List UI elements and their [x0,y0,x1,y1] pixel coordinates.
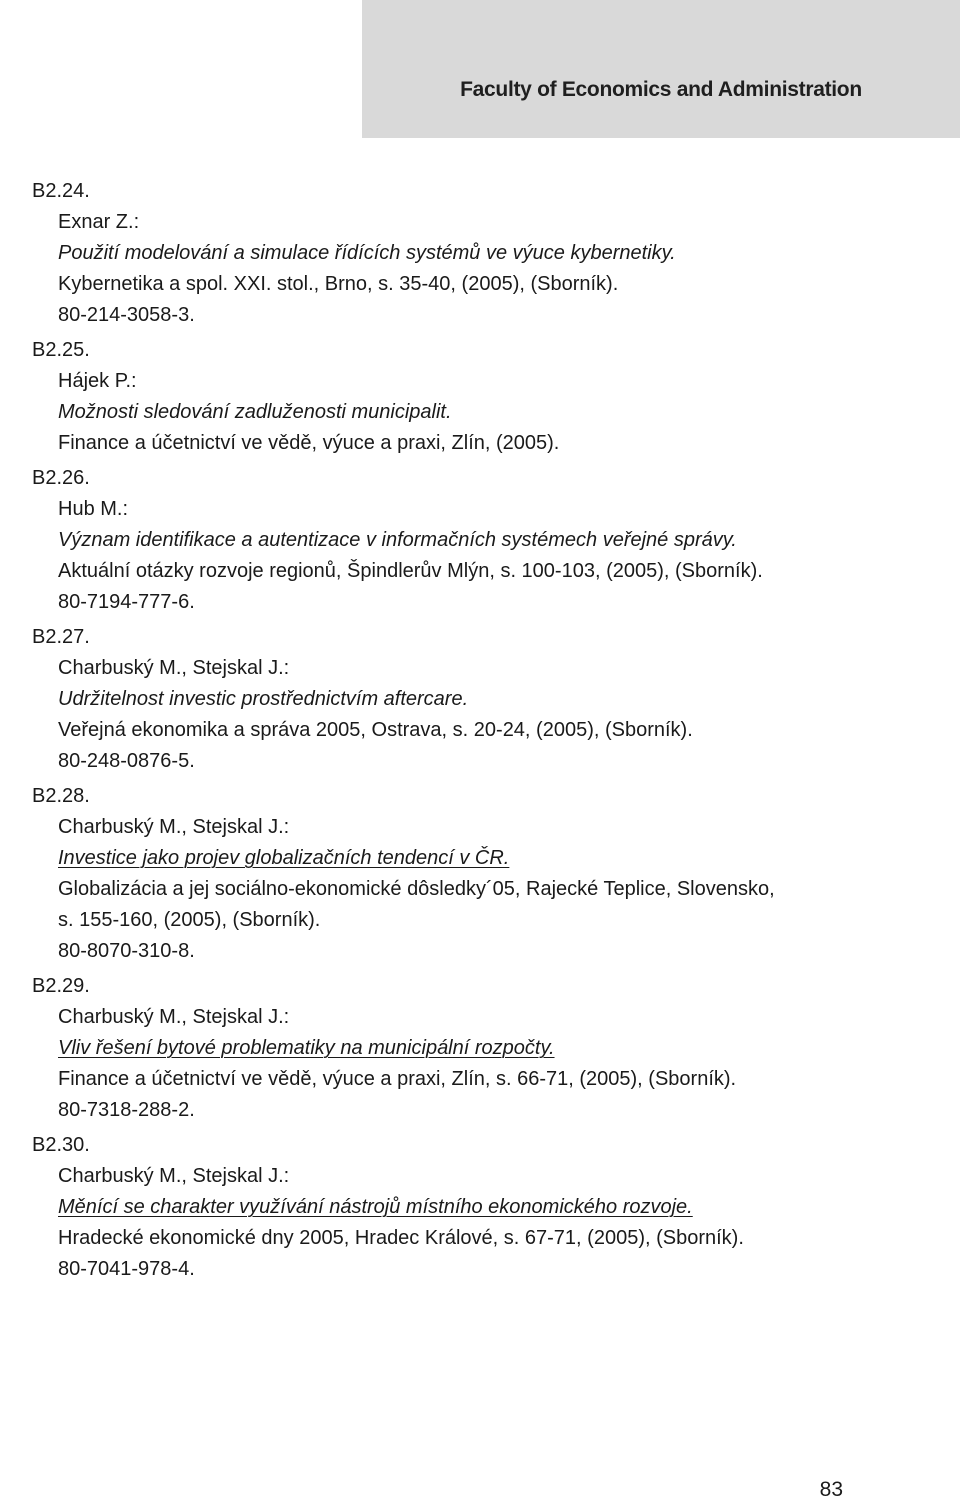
reference-entry [0,463,960,618]
entry-isbn: 80-7194-777-6. [58,591,195,613]
entry-isbn: 80-8070-310-8. [58,940,195,962]
entry-source-continued: s. 155-160, (2005), (Sborník). [58,909,321,931]
entry-code: B2.29. [32,975,90,997]
entry-title: Použití modelování a simulace řídících systémů ve výuce kybernetiky. [58,242,676,264]
entry-code: B2.25. [32,339,90,361]
entry-source: Finance a účetnictví ve vědě, výuce a praxi, Zlín, (2005). [58,432,560,454]
entry-authors: Charbuský M., Stejskal J.: [58,1165,290,1187]
entry-isbn: 80-214-3058-3. [58,304,195,326]
entry-title: Investice jako projev globalizačních tendencí v ČR. [58,847,510,869]
entry-source: Globalizácia a jej sociálno-ekonomické dôsledky´05, Rajecké Teplice, Slovensko, [58,878,775,900]
reference-entry [0,622,960,777]
entry-source: Finance a účetnictví ve vědě, výuce a praxi, Zlín, s. 66-71, (2005), (Sborník). [58,1068,737,1090]
entry-code: B2.26. [32,467,90,489]
entry-isbn: 80-7318-288-2. [58,1099,195,1121]
entry-title: Vliv řešení bytové problematiky na municipální rozpočty. [58,1037,555,1059]
entry-authors: Hájek P.: [58,370,137,392]
reference-list [0,176,960,1289]
reference-entry [0,781,960,967]
entry-isbn: 80-7041-978-4. [58,1258,195,1280]
entry-authors: Charbuský M., Stejskal J.: [58,657,290,679]
faculty-title: Faculty of Economics and Administration [460,78,862,101]
entry-code: B2.27. [32,626,90,648]
entry-isbn: 80-248-0876-5. [58,750,195,772]
entry-authors: Charbuský M., Stejskal J.: [58,816,290,838]
entry-title: Možnosti sledování zadluženosti municipalit. [58,401,452,423]
entry-title: Význam identifikace a autentizace v informačních systémech veřejné správy. [58,529,737,551]
page-number: 83 [819,1478,843,1501]
reference-entry [0,1130,960,1285]
reference-entry [0,335,960,459]
entry-title: Udržitelnost investic prostřednictvím aftercare. [58,688,469,710]
entry-source: Hradecké ekonomické dny 2005, Hradec Králové, s. 67-71, (2005), (Sborník). [58,1227,744,1249]
entry-title: Měnící se charakter využívání nástrojů místního ekonomického rozvoje. [58,1196,693,1218]
entry-code: B2.30. [32,1134,90,1156]
entry-authors: Hub M.: [58,498,129,520]
reference-entry [0,176,960,331]
entry-source: Veřejná ekonomika a správa 2005, Ostrava, s. 20-24, (2005), (Sborník). [58,719,693,741]
header-band [362,0,960,138]
entry-code: B2.24. [32,180,90,202]
entry-authors: Exnar Z.: [58,211,140,233]
entry-authors: Charbuský M., Stejskal J.: [58,1006,290,1028]
reference-entry [0,971,960,1126]
entry-code: B2.28. [32,785,90,807]
entry-source: Aktuální otázky rozvoje regionů, Špindlerův Mlýn, s. 100-103, (2005), (Sborník). [58,560,763,582]
entry-source: Kybernetika a spol. XXI. stol., Brno, s. 35-40, (2005), (Sborník). [58,273,619,295]
